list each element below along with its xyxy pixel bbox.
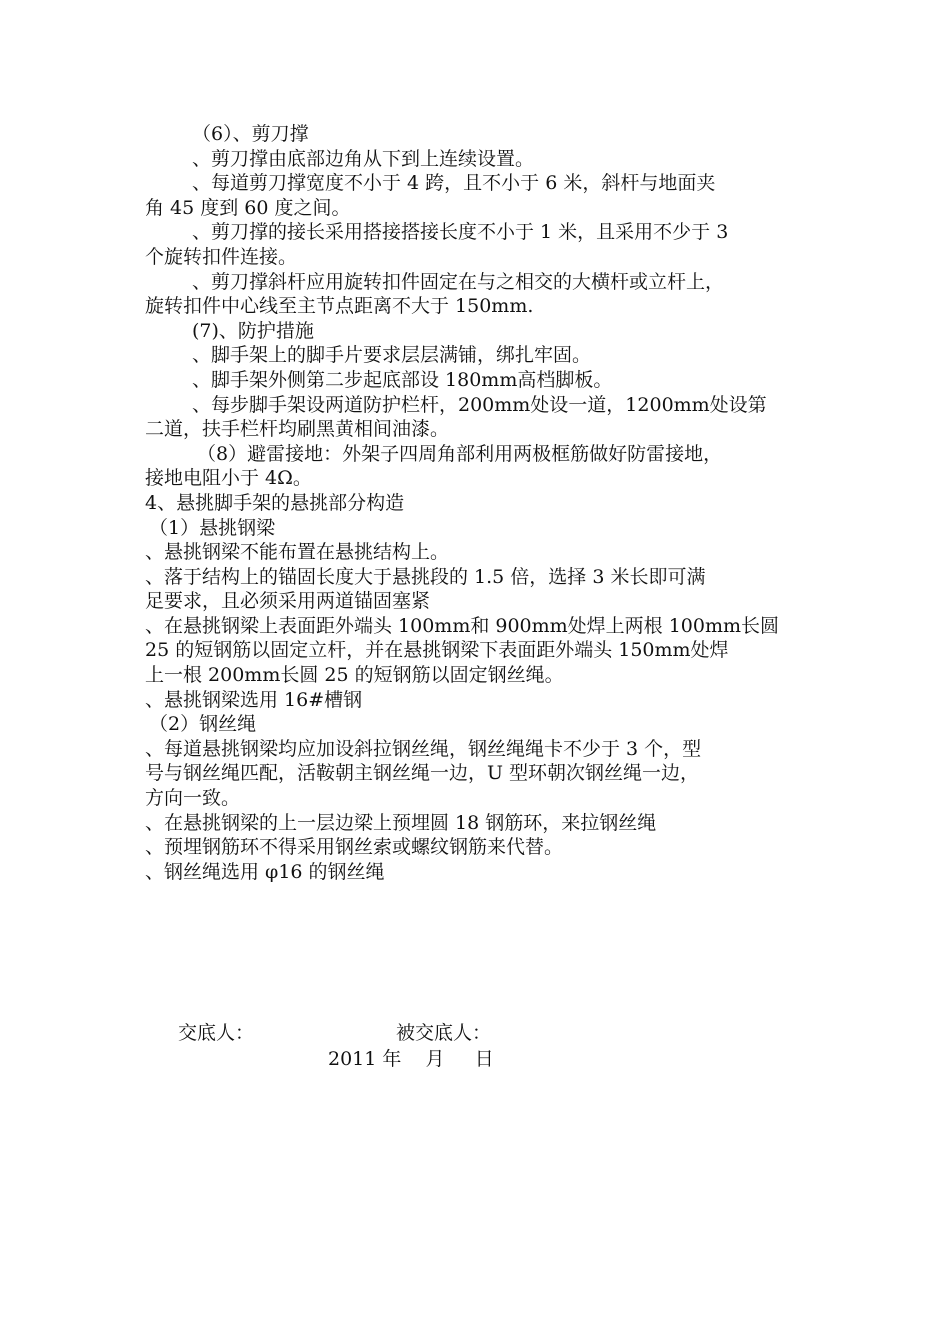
- paragraph: 号与钢丝绳匹配，活鞍朝主钢丝绳一边，U 型环朝次钢丝绳一边，: [145, 762, 700, 785]
- paragraph: 、每道剪刀撑宽度不小于 4 跨，且不小于 6 米，斜杆与地面夹: [192, 172, 716, 195]
- section-8-title: （8）避雷接地：外架子四周角部利用两极框筋做好防雷接地，: [197, 442, 723, 465]
- paragraph: 、脚手架上的脚手片要求层层满铺，绑扎牢固。: [192, 344, 592, 367]
- paragraph: 、悬挑钢梁不能布置在悬挑结构上。: [145, 541, 450, 564]
- paragraph: 、预埋钢筋环不得采用钢丝索或螺纹钢筋来代替。: [145, 836, 564, 859]
- paragraph: 足要求，且必须采用两道锚固塞紧: [145, 590, 431, 613]
- paragraph: 上一根 200mm长圆 25 的短钢筋以固定钢丝绳。: [145, 664, 564, 687]
- section-6-title: （6）、剪刀撑: [192, 123, 309, 145]
- paragraph: 接地电阻小于 4Ω。: [145, 467, 312, 490]
- paragraph: 、每道悬挑钢梁均应加设斜拉钢丝绳，钢丝绳绳卡不少于 3 个，型: [145, 737, 702, 760]
- paragraph: 、悬挑钢梁选用 16#槽钢: [145, 688, 363, 711]
- paragraph: 、脚手架外侧第二步起底部设 180mm高档脚板。: [192, 368, 613, 391]
- paragraph: 、剪刀撑由底部边角从下到上连续设置。: [192, 147, 535, 170]
- signature-row: [178, 1021, 492, 1045]
- paragraph: 方向一致。: [145, 787, 241, 810]
- part-4-heading: 4、悬挑脚手架的悬挑部分构造: [145, 491, 405, 514]
- paragraph: 旋转扣件中心线至主节点距离不大于 150mm.: [145, 295, 534, 318]
- paragraph: 二道，扶手栏杆均刷黑黄相间油漆。: [145, 418, 450, 441]
- paragraph: 、剪刀撑的接长采用搭接搭接长度不小于 1 米，且采用不少于 3: [192, 221, 729, 244]
- subsection-1-title: （1）悬挑钢梁: [149, 516, 276, 539]
- paragraph: 、每步脚手架设两道防护栏杆，200mm处设一道，1200mm处设第: [192, 393, 767, 416]
- subsection-2-title: （2）钢丝绳: [149, 713, 257, 736]
- section-7-title: (7)、防护措施: [192, 319, 314, 342]
- paragraph: 、落于结构上的锚固长度大于悬挑段的 1.5 倍，选择 3 米长即可满: [145, 565, 706, 588]
- paragraph: 、在悬挑钢梁上表面距外端头 100mm和 900mm处焊上两根 100mm长圆: [145, 614, 780, 637]
- paragraph: 、剪刀撑斜杆应用旋转扣件固定在与之相交的大横杆或立杆上，: [192, 270, 725, 293]
- receiver-label: 被交底人：: [396, 1022, 492, 1044]
- document-body: [145, 122, 835, 884]
- giver-label: 交底人：: [178, 1022, 255, 1044]
- paragraph: 、在悬挑钢梁的上一层边梁上预埋圆 18 钢筋环，来拉钢丝绳: [145, 811, 657, 834]
- paragraph: 25 的短钢筋以固定立杆，并在悬挑钢梁下表面距外端头 150mm处焊: [145, 639, 729, 662]
- paragraph: 个旋转扣件连接。: [145, 245, 298, 268]
- paragraph: 、钢丝绳选用 φ16 的钢丝绳: [145, 860, 385, 883]
- signature-date: 2011 年 月 日: [328, 1048, 494, 1070]
- paragraph: 角 45 度到 60 度之间。: [145, 196, 351, 219]
